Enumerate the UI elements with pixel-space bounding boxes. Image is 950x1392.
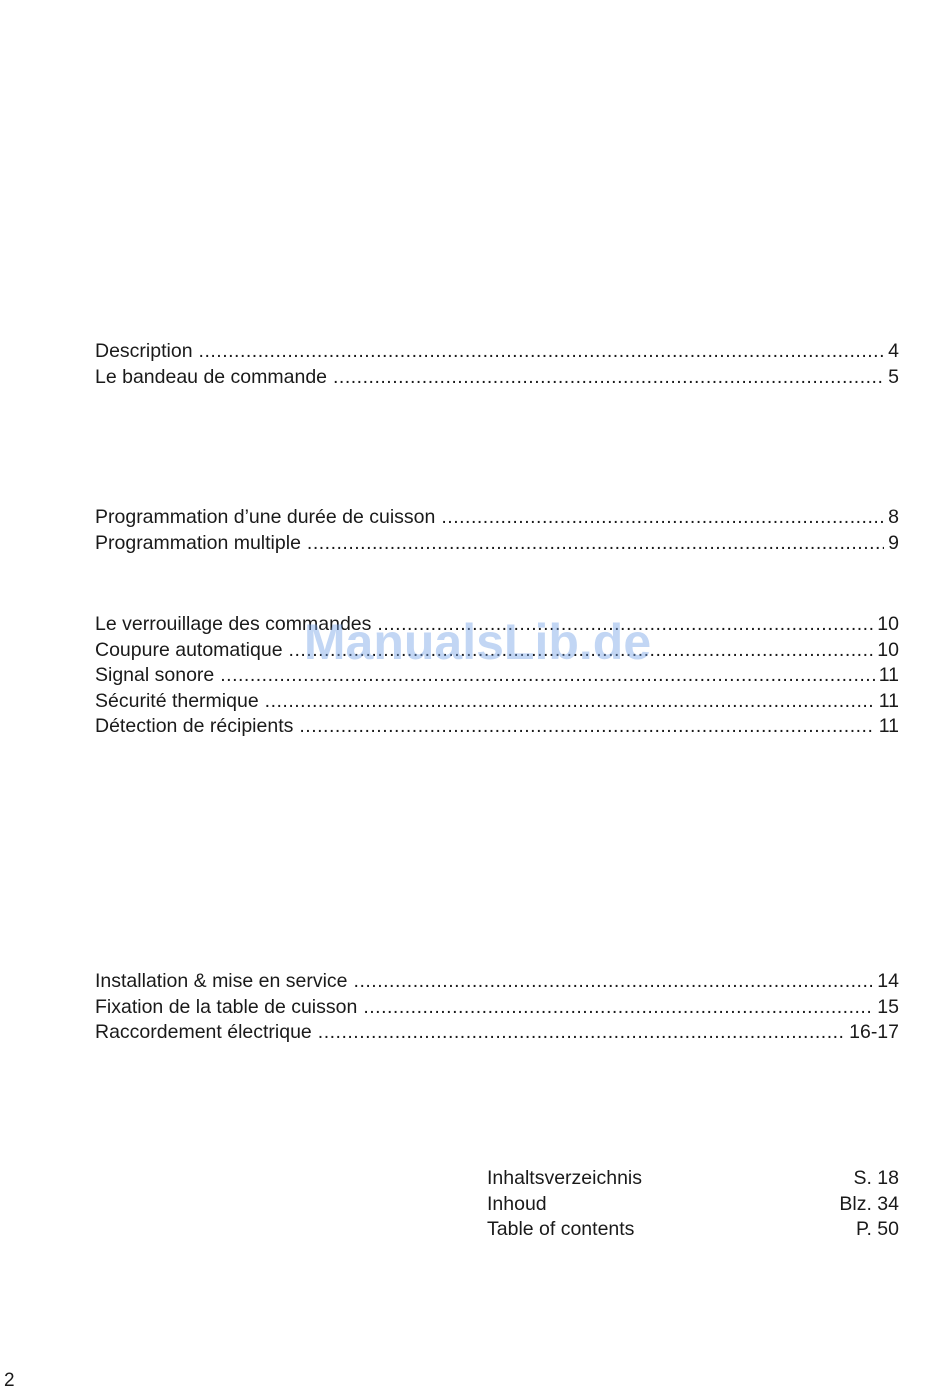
toc-leader-dots [363, 995, 873, 1021]
other-language-references [487, 1166, 899, 1243]
toc-entry[interactable] [95, 714, 899, 740]
toc-entry-page: 16-17 [849, 1021, 899, 1043]
toc-entry[interactable] [95, 505, 899, 531]
toc-entry-label: Sécurité thermique [95, 689, 259, 712]
toc-entry[interactable] [95, 689, 899, 715]
language-reference[interactable] [487, 1192, 899, 1218]
toc-entry-page: 8 [888, 506, 899, 528]
toc-entry-label: Coupure automatique [95, 638, 283, 661]
toc-group-4 [95, 969, 899, 1046]
toc-leader-dots [307, 531, 884, 557]
toc-leader-dots [333, 365, 884, 391]
toc-leader-dots [354, 969, 874, 995]
toc-entry-page: 4 [888, 340, 899, 362]
toc-group-3 [95, 612, 899, 740]
language-reference[interactable] [487, 1166, 899, 1192]
toc-leader-dots [220, 663, 875, 689]
toc-entry-label: Installation & mise en service [95, 970, 348, 992]
toc-entry-page: 15 [877, 995, 899, 1018]
language-reference-label: Table of contents [487, 1218, 635, 1240]
toc-leader-dots [318, 1020, 845, 1046]
toc-entry-page: 11 [878, 689, 899, 712]
language-reference[interactable] [487, 1217, 899, 1243]
toc-entry-page: 5 [888, 365, 899, 388]
watermark: ManualsLib.de [303, 614, 652, 670]
toc-entry-label: Raccordement électrique [95, 1021, 312, 1043]
page-number: 2 [4, 1370, 15, 1391]
toc-entry-page: 10 [877, 638, 899, 661]
language-reference-label: Inhaltsverzeichnis [487, 1167, 642, 1189]
toc-leader-dots [199, 339, 885, 365]
toc-leader-dots [377, 612, 873, 638]
toc-entry[interactable] [95, 663, 899, 689]
toc-entry-label: Le verrouillage des commandes [95, 613, 372, 635]
toc-entry-page: 10 [877, 613, 899, 635]
language-reference-page: S. 18 [853, 1167, 899, 1189]
toc-leader-dots [265, 689, 875, 715]
toc-entry-page: 11 [878, 664, 899, 686]
toc-entry-label: Fixation de la table de cuisson [95, 995, 358, 1018]
language-reference-label: Inhoud [487, 1192, 547, 1215]
toc-entry[interactable] [95, 531, 899, 557]
toc-entry-page: 14 [877, 970, 899, 992]
toc-leader-dots [441, 505, 884, 531]
toc-entry-label: Description [95, 340, 193, 362]
toc-group-2 [95, 505, 899, 556]
language-reference-page: P. 50 [855, 1218, 899, 1240]
toc-leader-dots [299, 714, 874, 740]
toc-entry-page: 9 [888, 531, 899, 554]
toc-entry[interactable] [95, 1020, 899, 1046]
toc-entry[interactable] [95, 995, 899, 1021]
toc-entry-label: Le bandeau de commande [95, 365, 328, 388]
toc-entry[interactable] [95, 365, 899, 391]
toc-entry[interactable] [95, 339, 899, 365]
toc-entry-label: Détection de récipients [95, 715, 294, 737]
toc-entry-label: Programmation multiple [95, 531, 301, 554]
toc-entry-page: 11 [878, 715, 899, 737]
toc-entry-label: Signal sonore [95, 664, 215, 686]
toc-entry[interactable] [95, 638, 899, 664]
toc-group-1 [95, 339, 899, 390]
language-reference-page: Blz. 34 [839, 1192, 899, 1215]
toc-entry[interactable] [95, 612, 899, 638]
toc-entry-label: Programmation d’une durée de cuisson [95, 506, 436, 528]
toc-leader-dots [289, 638, 874, 664]
toc-entry[interactable] [95, 969, 899, 995]
